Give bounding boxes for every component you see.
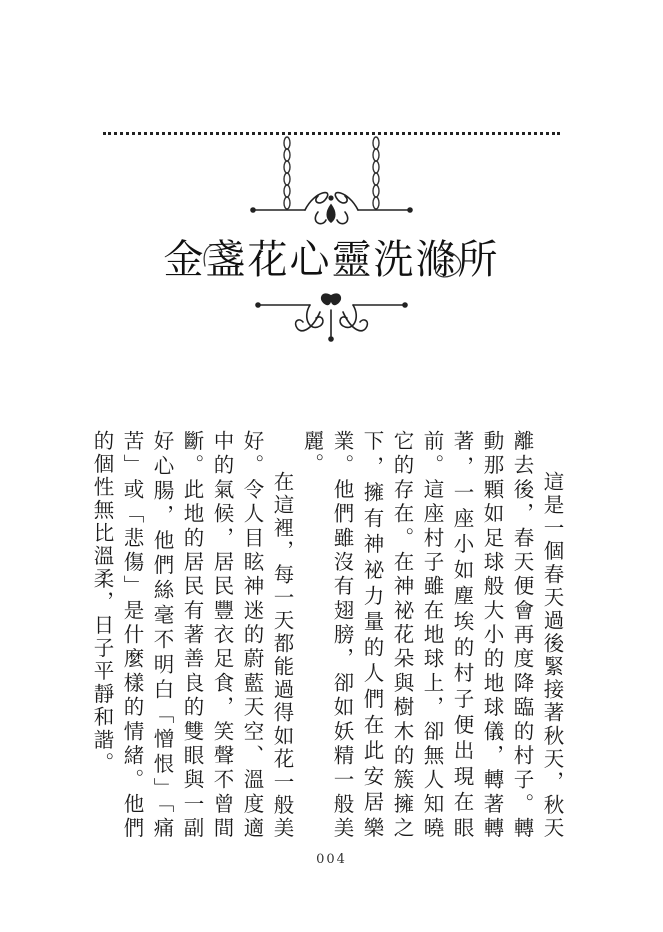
chapter-title: 金盞花心靈洗滌所: [163, 237, 500, 283]
bottom-flourish: [256, 294, 407, 341]
right-chain: [373, 137, 379, 209]
paragraph-1: 這是一個春天過後緊接著秋天，秋天離去後，春天便會再度降臨的村子。轉動那顆如足球般大小的地球儀，轉著轉著，一座小如塵埃的村子便出現在眼前。這座村子雖在地球上，卻無人知曉它的存在。在神祕花朵與樹木的簇擁之下，擁有神祕力量的人們在此安居樂業。他們雖沒有翅膀，卻如妖精一般美麗。: [300, 430, 564, 840]
page-number: 004: [316, 852, 347, 867]
hanging-sign-ornament: [0, 0, 663, 420]
left-chain: [284, 137, 290, 209]
story-body: [90, 430, 567, 840]
top-flourish: [251, 193, 412, 224]
paragraph-2: 在這裡，每一天都能過得如花一般美好。令人目眩神迷的蔚藍天空、溫度適中的氣候，居民豐衣足食，笑聲不曾間斷。此地的居民有著善良的雙眼與一副好心腸，他們絲毫不明白「憎恨」「痛苦」或「悲傷」是什麼樣的情緒。他們的個性無比溫柔，日子平靜和諧。: [90, 430, 294, 840]
